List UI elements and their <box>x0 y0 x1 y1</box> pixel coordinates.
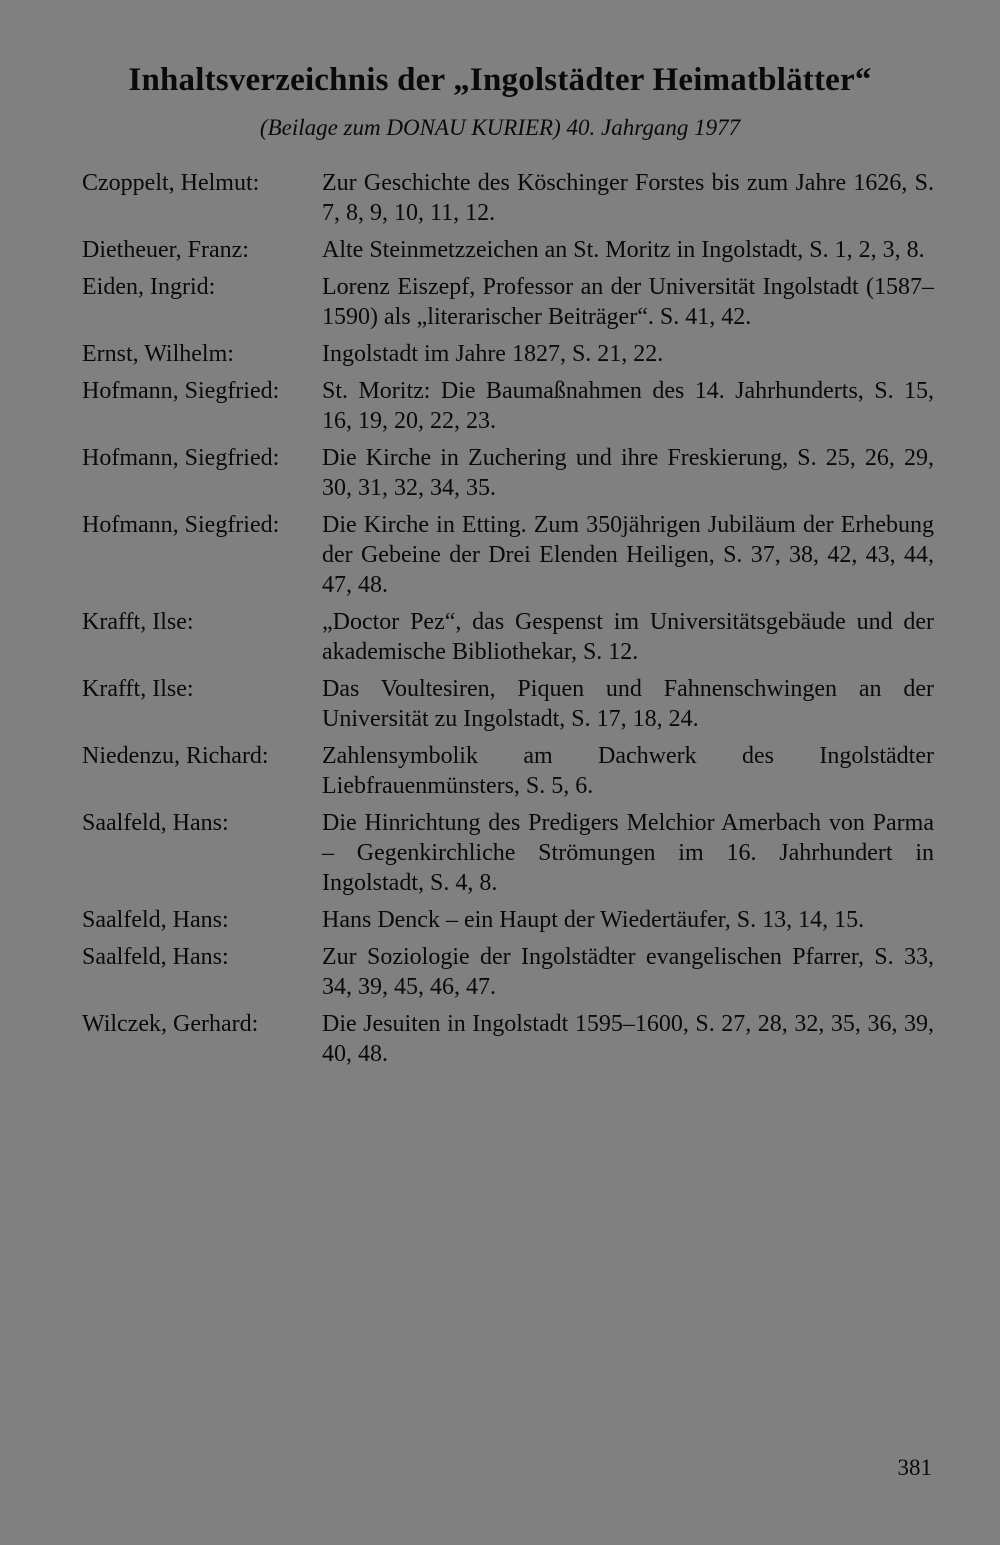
entry-author: Saalfeld, Hans: <box>82 907 229 933</box>
entry-text: Zahlensymbolik am Dachwerk des Ingolstädter Liebfrauenmünsters, S. 5, 6. <box>322 743 934 799</box>
list-item <box>82 808 934 898</box>
page-title: Inhaltsverzeichnis der „Ingolstädter Heimatblätter“ <box>128 62 872 98</box>
entry-text: Die Kirche in Etting. Zum 350jährigen Jubiläum der Erhebung der Gebeine der Drei Elenden Heiligen, S. 37, 38, 42, 43, 44, 47, 48. <box>322 512 934 598</box>
entry-author: Czoppelt, Helmut: <box>82 170 260 196</box>
entry-text: Ingolstadt im Jahre 1827, S. 21, 22. <box>322 341 664 367</box>
entry-text: Die Kirche in Zuchering und ihre Freskierung, S. 25, 26, 29, 30, 31, 32, 34, 35. <box>322 445 934 501</box>
entry-author: Ernst, Wilhelm: <box>82 341 234 367</box>
entry-author: Krafft, Ilse: <box>82 676 194 702</box>
list-item <box>82 1009 934 1069</box>
entry-author: Saalfeld, Hans: <box>82 944 229 970</box>
list-item <box>82 905 934 935</box>
entry-text: St. Moritz: Die Baumaßnahmen des 14. Jahrhunderts, S. 15, 16, 19, 20, 22, 23. <box>322 378 934 434</box>
entry-author: Hofmann, Siegfried: <box>82 378 280 404</box>
list-item <box>82 607 934 667</box>
page-number: 381 <box>897 1455 932 1480</box>
entry-author: Wilczek, Gerhard: <box>82 1011 259 1037</box>
entry-text: Die Jesuiten in Ingolstadt 1595–1600, S. 27, 28, 32, 35, 36, 39, 40, 48. <box>322 1011 934 1067</box>
entry-text: „Doctor Pez“, das Gespenst im Universitätsgebäude und der akademische Bibliothekar, S. 12. <box>322 609 934 665</box>
entry-text: Die Hinrichtung des Predigers Melchior Amerbach von Parma – Gegenkirchliche Strömungen im 16. Jahrhundert in Ingolstadt, S. 4, 8. <box>322 810 934 896</box>
entry-author: Eiden, Ingrid: <box>82 274 216 300</box>
entry-author: Hofmann, Siegfried: <box>82 512 280 538</box>
entry-text: Zur Geschichte des Köschinger Forstes bis zum Jahre 1626, S. 7, 8, 9, 10, 11, 12. <box>322 170 934 226</box>
list-item <box>82 443 934 503</box>
entry-text: Zur Soziologie der Ingolstädter evangelischen Pfarrer, S. 33, 34, 39, 45, 46, 47. <box>322 944 934 1000</box>
list-item <box>82 942 934 1002</box>
list-item <box>82 674 934 734</box>
list-item <box>82 272 934 332</box>
list-item <box>82 510 934 600</box>
list-item <box>82 741 934 801</box>
list-item <box>82 339 934 369</box>
entry-author: Dietheuer, Franz: <box>82 237 249 263</box>
list-item <box>82 168 934 228</box>
entry-text: Lorenz Eiszepf, Professor an der Universität Ingolstadt (1587–1590) als „literarischer Beiträger“. S. 41, 42. <box>322 274 934 330</box>
entry-author: Krafft, Ilse: <box>82 609 194 635</box>
entry-author: Saalfeld, Hans: <box>82 810 229 836</box>
table-of-contents <box>82 168 934 1076</box>
entry-author: Niedenzu, Richard: <box>82 743 269 769</box>
list-item <box>82 376 934 436</box>
list-item <box>82 235 934 265</box>
entry-text: Hans Denck – ein Haupt der Wiedertäufer, S. 13, 14, 15. <box>322 907 865 933</box>
page-subtitle: (Beilage zum DONAU KURIER) 40. Jahrgang 1977 <box>259 115 741 140</box>
entry-text: Alte Steinmetzzeichen an St. Moritz in Ingolstadt, S. 1, 2, 3, 8. <box>322 237 925 263</box>
entry-text: Das Voultesiren, Piquen und Fahnenschwingen an der Universität zu Ingolstadt, S. 17, 18, 24. <box>322 676 934 732</box>
entry-author: Hofmann, Siegfried: <box>82 445 280 471</box>
